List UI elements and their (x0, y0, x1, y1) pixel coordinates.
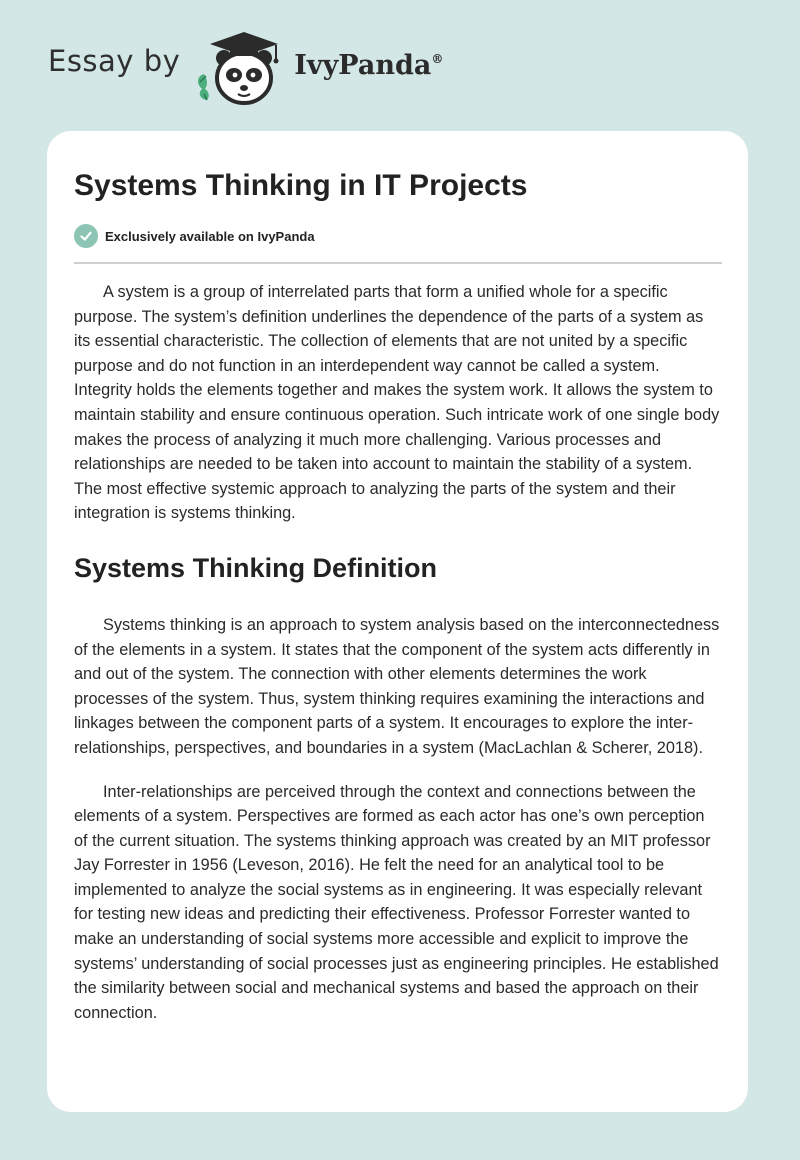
ivypanda-logo-icon[interactable] (194, 28, 286, 108)
essay-card (47, 131, 748, 1112)
section-heading: Systems Thinking Definition (74, 552, 438, 583)
page-title: Systems Thinking in IT Projects (74, 169, 528, 202)
intro-paragraph: A system is a group of interrelated parts that form a unified whole for a specific purpose. The system’s definition underlines the dependence of the parts of a system as its essential characteristic. The collection of elements that are not united by a specific purpose and do not function in an interdependent way cannot be called a system. Integrity holds the elements together and makes the system work. It allows the system to maintain stability and ensure continuous operation. Such intricate work of one single body makes the process of analyzing it much more challenging. Various processes and relationships are needed to be taken into account to maintain the stability of a system. The most effective systemic approach to analyzing the parts of the system and their integration is systems thinking. (74, 283, 720, 523)
site-header (48, 28, 508, 108)
exclusive-badge (74, 223, 722, 249)
section-paragraph-2: Inter-relationships are perceived through the context and connections between the elements of a system. Perspectives are formed as each actor has one’s own perception of the current situation. The systems thinking approach was created by an MIT professor Jay Forrester in 1956 (Leveson, 2016). He felt the need for an analytical tool to be implemented to analyze the social systems as in engineering. It was especially relevant for testing new ideas and predicting their effectiveness. Professor Forrester wanted to make an understanding of social systems more accessible and explicit to improve the systems’ understanding of social processes just as engineering principles. He established the similarity between social and mechanical systems and based the approach on their connection. (74, 782, 719, 1022)
registered-mark: ® (431, 51, 444, 66)
brand-name[interactable]: IvyPanda® (294, 49, 444, 81)
badge-label: Exclusively available on IvyPanda (105, 228, 315, 244)
essay-by-label: Essay by (48, 44, 181, 78)
divider (74, 262, 722, 264)
check-icon (74, 224, 98, 248)
section-paragraph-1: Systems thinking is an approach to system analysis based on the interconnectedness of the elements in a system. It states that the component of the system acts differently in and out of the system. The connection with other elements determines the work processes of the system. Thus, system thinking requires examining the interactions and linkages between the component parts of a system. It encourages to explore the inter-relationships, perspectives, and boundaries in a system (MacLachlan & Scherer, 2018). (74, 615, 720, 757)
